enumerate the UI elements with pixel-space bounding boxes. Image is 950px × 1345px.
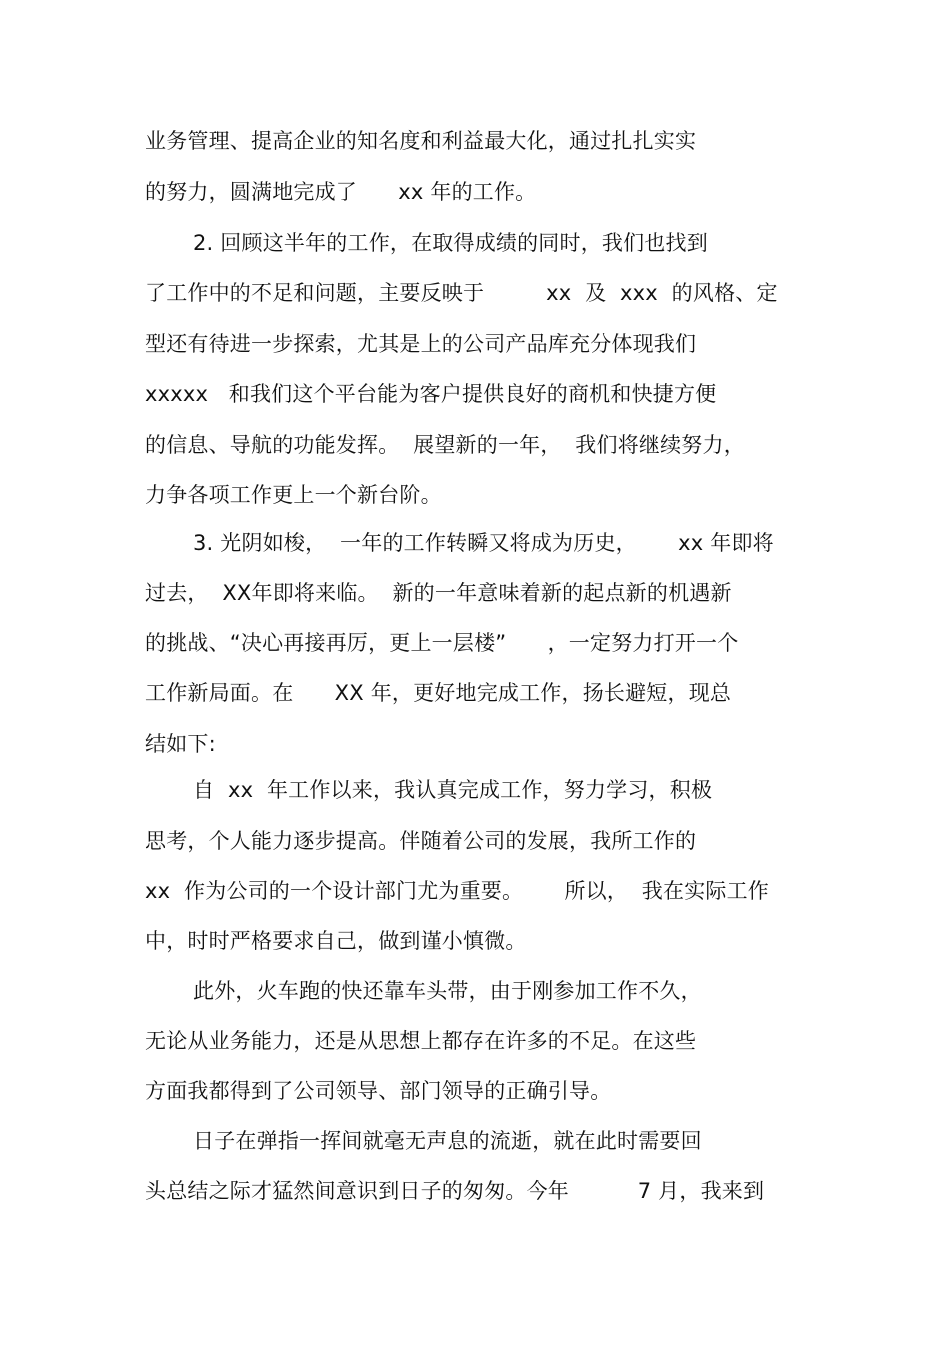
- text-line: 方面我都得到了公司领导、部门领导的正确引导。: [145, 1079, 612, 1103]
- paragraph-start-line: 2. 回顾这半年的工作，在取得成绩的同时，我们也找到: [193, 231, 708, 255]
- text-line: 工作新局面。在 XX 年，更好地完成工作，扬长避短，现总: [145, 681, 732, 705]
- text-line: 的信息、导航的功能发挥。 展望新的一年， 我们将继续努力，: [145, 433, 745, 457]
- paragraph-start-line: 此外，火车跑的快还靠车头带，由于刚参加工作不久，: [193, 979, 702, 1003]
- text-line: 中，时时严格要求自己，做到谨小慎微。: [145, 929, 527, 953]
- text-line: 思考，个人能力逐步提高。伴随着公司的发展，我所工作的: [145, 829, 697, 853]
- text-line: xx 作为公司的一个设计部门尤为重要。 所以， 我在实际工作: [145, 879, 770, 903]
- text-line: 了工作中的不足和问题，主要反映于 xx 及 xxx 的风格、定: [145, 281, 778, 305]
- paragraph-start-line: 自 xx 年工作以来，我认真完成工作，努力学习，积极: [193, 778, 713, 802]
- text-line: 头总结之际才猛然间意识到日子的匆匆。今年 7 月，我来到: [145, 1179, 765, 1203]
- text-line: 型还有待进一步探索，尤其是上的公司产品库充分体现我们: [145, 332, 697, 356]
- text-line: 力争各项工作更上一个新台阶。: [145, 483, 442, 507]
- text-line: 过去， XX年即将来临。 新的一年意味着新的起点新的机遇新: [145, 581, 732, 605]
- text-line: xxxxx 和我们这个平台能为客户提供良好的商机和快捷方便: [145, 382, 717, 406]
- text-line: 的挑战、“决心再接再厉，更上一层楼” ，一定努力打开一个: [145, 631, 739, 655]
- text-line: 无论从业务能力，还是从思想上都存在许多的不足。在这些: [145, 1029, 697, 1053]
- text-line: 结如下:: [145, 732, 216, 756]
- text-line: 的努力，圆满地完成了 xx 年的工作。: [145, 180, 537, 204]
- paragraph-start-line: 3. 光阴如梭， 一年的工作转瞬又将成为历史， xx 年即将: [193, 531, 774, 555]
- paragraph-start-line: 日子在弹指一挥间就毫无声息的流逝，就在此时需要回: [193, 1129, 702, 1153]
- text-line: 业务管理、提高企业的知名度和利益最大化，通过扎扎实实: [145, 129, 697, 153]
